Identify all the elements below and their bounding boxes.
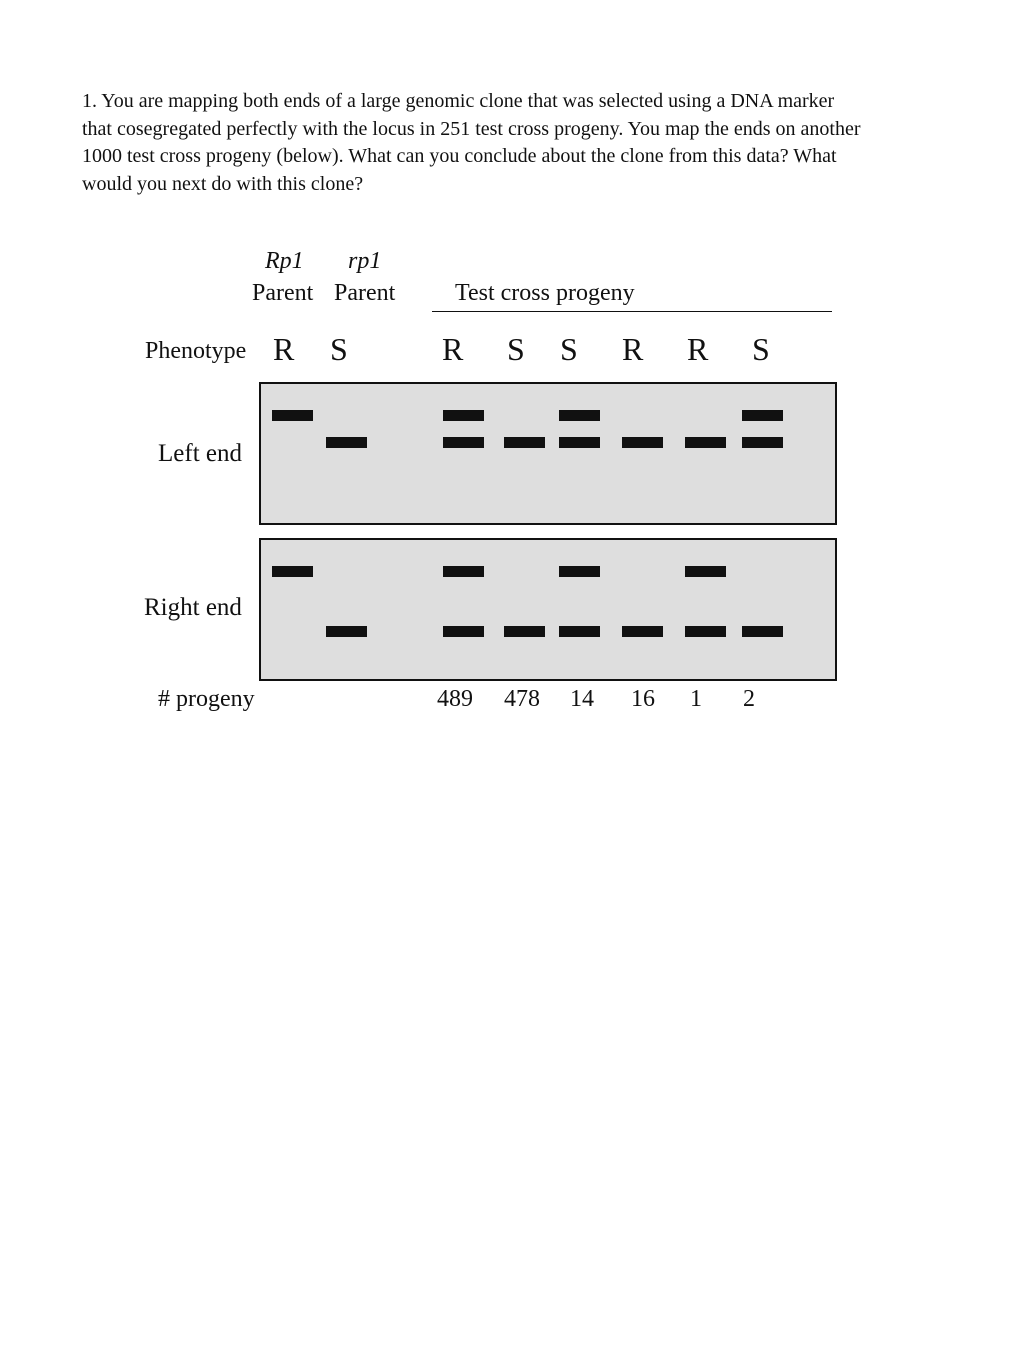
right-end-band-lane-7-upper: [685, 566, 726, 577]
phenotype-progeny-4: R: [622, 331, 644, 367]
phenotype-progeny-1: R: [442, 331, 464, 367]
right-end-band-lane-4-lower: [504, 626, 545, 637]
phenotype-parent-recessive: S: [330, 331, 348, 367]
left-end-band-lane-5-upper: [559, 410, 600, 421]
phenotype-progeny-6: S: [752, 331, 770, 367]
left-end-band-lane-3-lower: [443, 437, 484, 448]
right-end-band-lane-8-lower: [742, 626, 783, 637]
progeny-header: Test cross progeny: [455, 280, 635, 306]
left-end-band-lane-2-lower: [326, 437, 367, 448]
right-end-label: Right end: [144, 594, 242, 621]
phenotype-progeny-5: R: [687, 331, 709, 367]
left-end-label: Left end: [158, 440, 242, 467]
progeny-count-1: 489: [437, 686, 473, 712]
left-end-band-lane-5-lower: [559, 437, 600, 448]
left-end-band-lane-7-lower: [685, 437, 726, 448]
parent-allele-dominant: Rp1: [265, 248, 304, 274]
left-end-band-lane-1-upper: [272, 410, 313, 421]
progeny-count-label: # progeny: [158, 686, 255, 712]
progeny-count-2: 478: [504, 686, 540, 712]
right-end-band-lane-7-lower: [685, 626, 726, 637]
left-end-band-lane-6-lower: [622, 437, 663, 448]
left-end-gel: [259, 382, 837, 525]
left-end-band-lane-8-lower: [742, 437, 783, 448]
parent-allele-recessive: rp1: [348, 248, 382, 274]
question-text: 1. You are mapping both ends of a large genomic clone that was selected using a DNA marker that cosegregated perfectly with the locus in 251 test cross progeny. You map the ends on another 1000 test cross progeny (below). What can you conclude about the clone from this data? What would you next do with this clone?: [82, 90, 861, 195]
progeny-count-4: 16: [631, 686, 655, 712]
right-end-band-lane-5-lower: [559, 626, 600, 637]
parent-label-dominant: Parent: [252, 280, 314, 306]
left-end-band-lane-4-lower: [504, 437, 545, 448]
right-end-band-lane-3-upper: [443, 566, 484, 577]
right-end-band-lane-6-lower: [622, 626, 663, 637]
progeny-count-6: 2: [743, 686, 755, 712]
parent-label-recessive: Parent: [334, 280, 396, 306]
right-end-band-lane-3-lower: [443, 626, 484, 637]
phenotype-progeny-3: S: [560, 331, 578, 367]
progeny-header-rule: [432, 311, 832, 312]
right-end-gel: [259, 538, 837, 681]
phenotype-parent-dominant: R: [273, 331, 295, 367]
left-end-band-lane-3-upper: [443, 410, 484, 421]
progeny-count-5: 1: [690, 686, 702, 712]
progeny-count-3: 14: [570, 686, 594, 712]
right-end-band-lane-2-lower: [326, 626, 367, 637]
phenotype-progeny-2: S: [507, 331, 525, 367]
right-end-band-lane-5-upper: [559, 566, 600, 577]
right-end-band-lane-1-upper: [272, 566, 313, 577]
left-end-band-lane-8-upper: [742, 410, 783, 421]
phenotype-label: Phenotype: [145, 338, 247, 364]
